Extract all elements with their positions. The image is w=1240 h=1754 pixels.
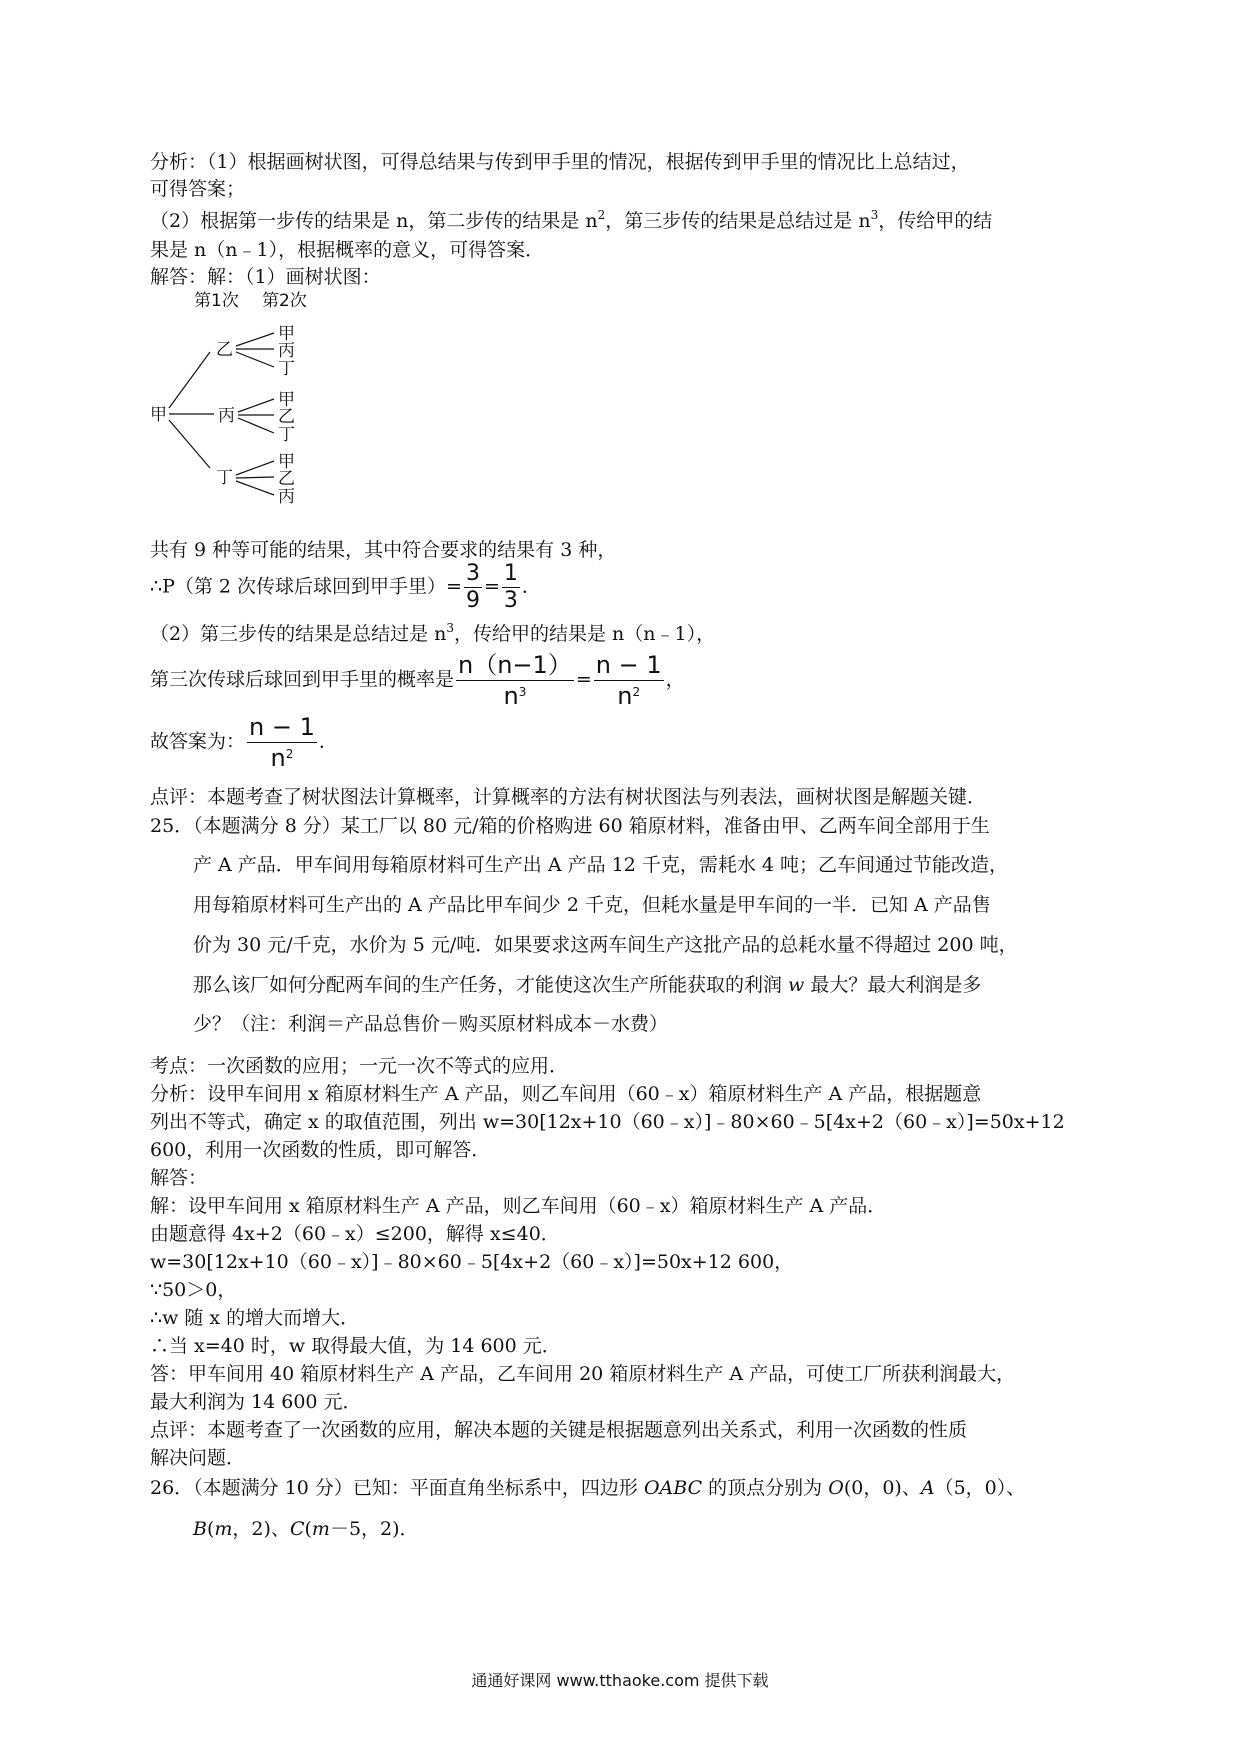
q25-solution-7: 答：甲车间用 40 箱原材料生产 A 产品，乙车间用 20 箱原材料生产 A 产品，可使工厂所获利润最大，	[150, 1363, 1016, 1385]
answer-line-5: 第三次传球后球回到甲手里的概率是 $\frac{n(n-1)}{n^3}$ = $\frac{n - 1}{n^2}$ ，	[150, 651, 685, 710]
comment-line-1: 点评：本题考查了树状图法计算概率，计算概率的方法有树状图法与列表法，画树状图是解题关键．	[150, 786, 987, 808]
answer-line-6: 故答案为： $\frac{n - 1}{n^2}$ ．	[150, 713, 338, 772]
fraction-prob-simplified: $\frac{n - 1}{n^2}$	[595, 651, 662, 710]
q25-solution-2: 由题意得 4x+2（60﹣x）≤200，解得 x≤40．	[150, 1223, 560, 1245]
answer-line-2: 共有 9 种等可能的结果，其中符合要求的结果有 3 种，	[150, 539, 617, 561]
q25-line-5: 那么该厂如何分配两车间的生产任务，才能使这次生产所能获取的利润 w 最大？最大利润是多	[193, 974, 982, 996]
q25-fenxi-3: 600，利用一次函数的性质，即可解答．	[150, 1139, 491, 1161]
tree-l2-a2: 丙	[278, 341, 295, 361]
analysis-line-3: （2）根据第一步传的结果是 n，第二步传的结果是 $n^2$，第三步传的结果是总结过是 $n^3$，传给甲的结	[150, 208, 993, 232]
tree-l2-b2: 乙	[278, 407, 295, 427]
fraction-3-9: $\frac{3}{9}$	[465, 561, 480, 613]
answer-line-4: （2）第三步传的结果是总结过是 $n^3$，传给甲的结果是 n（n﹣1），	[150, 621, 716, 645]
q25-line-3: 用每箱原材料可生产出的 A 产品比甲车间少 2 千克，但耗水量是甲车间的一半．已知 A 产品售	[193, 894, 991, 916]
q25-jieda: 解答：	[150, 1167, 208, 1189]
tree-l1-a: 乙	[216, 340, 233, 360]
q25-solution-8: 最大利润为 14 600 元．	[150, 1391, 362, 1413]
tree-l2-a1: 甲	[278, 324, 295, 344]
tree-header-2: 第2次	[262, 291, 307, 311]
q25-line-1: 25．（本题满分 8 分）某工厂以 80 元/箱的价格购进 60 箱原材料，准备由甲、乙两车间全部用于生	[150, 815, 990, 837]
analysis-line-4: 果是 n（n﹣1），根据概率的意义，可得答案．	[150, 239, 545, 261]
answer-line-3: ∴P（第 2 次传球后球回到甲手里）= $\frac{3}{9}$ = $\frac{1}{3}$ ．	[150, 561, 541, 613]
tree-l2-a3: 丁	[278, 359, 295, 379]
q25-comment-2: 解决问题．	[150, 1447, 246, 1469]
tree-header-1: 第1次	[194, 291, 239, 311]
fraction-answer: $\frac{n - 1}{n^2}$	[249, 713, 315, 772]
q25-line-6: 少？（注：利润＝产品总售价－购买原材料成本－水费）	[193, 1013, 669, 1035]
fraction-1-3: $\frac{1}{3}$	[503, 561, 518, 613]
q25-comment-1: 点评：本题考查了一次函数的应用，解决本题的关键是根据题意列出关系式，利用一次函数的性质	[150, 1419, 968, 1441]
q25-line-2: 产 A 产品．甲车间用每箱原材料可生产出 A 产品 12 千克，需耗水 4 吨；乙车间通过节能改造，	[193, 854, 1009, 876]
q25-solution-4: ∵50＞0，	[150, 1279, 237, 1301]
q25-solution-3: w=30[12x+10（60﹣x）]﹣80×60﹣5[4x+2（60﹣x）]=50x+12 600，	[150, 1251, 794, 1273]
q25-fenxi-1: 分析：设甲车间用 x 箱原材料生产 A 产品，则乙车间用（60﹣x）箱原材料生产 A 产品，根据题意	[150, 1083, 982, 1105]
tree-l2-b1: 甲	[278, 390, 295, 410]
analysis-line-1: 分析：（1）根据画树状图，可得总结果与传到甲手里的情况，根据传到甲手里的情况比上总结过，	[150, 151, 970, 173]
q25-solution-1: 解：设甲车间用 x 箱原材料生产 A 产品，则乙车间用（60﹣x）箱原材料生产 A 产品．	[150, 1195, 887, 1217]
tree-l2-c2: 乙	[278, 469, 295, 489]
page-footer: 通通好课网 www.tthaoke.com 提供下载	[471, 1671, 769, 1690]
tree-l2-c3: 丙	[278, 487, 295, 507]
q26-line-2: B(m，2)、C(m－5，2)．	[193, 1518, 419, 1540]
tree-l2-c1: 甲	[278, 452, 295, 472]
tree-l1-c: 丁	[216, 468, 233, 488]
tree-root: 甲	[150, 405, 167, 425]
q25-kaodian: 考点：一次函数的应用；一元一次不等式的应用．	[150, 1055, 569, 1077]
q25-solution-6: ∴当 x=40 时，w 取得最大值，为 14 600 元．	[150, 1335, 561, 1357]
tree-diagram	[150, 290, 350, 518]
q26-line-1: 26．（本题满分 10 分）已知：平面直角坐标系中，四边形 OABC 的顶点分别为 O(0，0)、A（5，0）、	[150, 1477, 1026, 1499]
tree-l1-b: 丙	[218, 406, 235, 426]
fraction-prob-full: $\frac{n(n-1)}{n^3}$	[458, 651, 572, 710]
q25-solution-5: ∴w 随 x 的增大而增大．	[150, 1307, 360, 1329]
q25-line-4: 价为 30 元/千克，水价为 5 元/吨．如果要求这两车间生产这批产品的总耗水量不得超过 200 吨，	[193, 934, 1018, 956]
analysis-line-2: 可得答案；	[150, 178, 246, 200]
tree-l2-b3: 丁	[278, 425, 295, 445]
q25-fenxi-2: 列出不等式，确定 x 的取值范围，列出 w=30[12x+10（60﹣x）]﹣80×60﹣5[4x+2（60﹣x）]=50x+12	[150, 1111, 1065, 1133]
answer-line-1: 解答：解：（1）画树状图：	[150, 266, 381, 288]
